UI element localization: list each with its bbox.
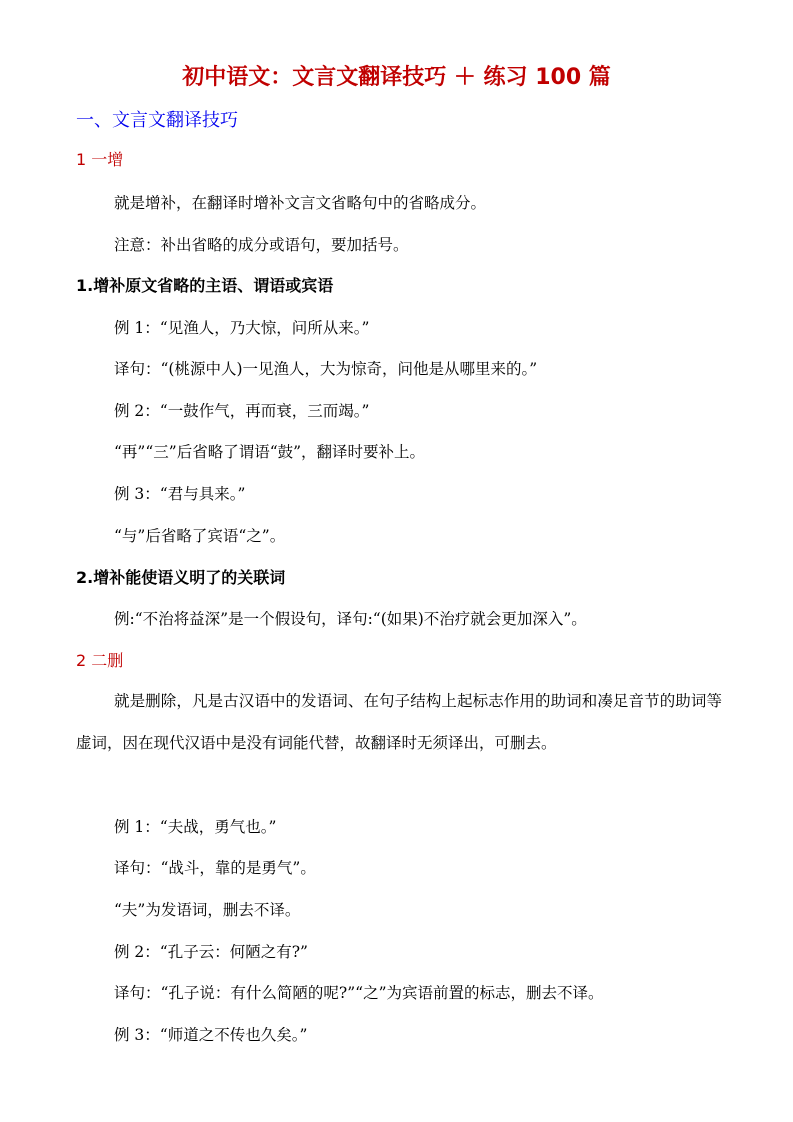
example-line: 例 3：“君与具来。” xyxy=(114,485,246,503)
document-title: 初中语文：文言文翻译技巧 ＋ 练习 100 篇 xyxy=(182,65,611,90)
part-heading-add: 1 一增 xyxy=(76,150,124,169)
example-line: 例:“不治将益深”是一个假设句，译句:“(如果)不治疗就会更加深入”。 xyxy=(114,610,587,628)
example-line: 译句：“孔子说：有什么简陋的呢?”“之”为宾语前置的标志，删去不译。 xyxy=(114,984,604,1002)
example-line: 例 1：“夫战，勇气也。” xyxy=(114,818,277,836)
example-line: “夫”为发语词，删去不译。 xyxy=(114,901,301,919)
example-line: 例 1：“见渔人，乃大惊，问所从来。” xyxy=(114,319,370,337)
part-note-add: 注意：补出省略的成分或语句，要加括号。 xyxy=(114,236,409,254)
example-line: 译句：“战斗，靠的是勇气”。 xyxy=(114,859,316,877)
example-line: 译句：“(桃源中人)一见渔人，大为惊奇，问他是从哪里来的。” xyxy=(114,360,538,378)
section-heading: 一、文言文翻译技巧 xyxy=(76,110,238,131)
part-paragraph-delete: 就是删除，凡是古汉语中的发语词、在句子结构上起标志作用的助词和凑足音节的助词等虚词，因在现代汉语中是没有词能代替，故翻译时无须译出，可删去。 xyxy=(76,692,722,752)
example-line: 例 3：“师道之不传也久矣。” xyxy=(114,1026,308,1044)
part-desc-add: 就是增补，在翻译时增补文言文省略句中的省略成分。 xyxy=(114,194,487,212)
subheading-supplement: 1.增补原文省略的主语、谓语或宾语 xyxy=(76,276,334,295)
subheading-conjunction: 2.增补能使语义明了的关联词 xyxy=(76,568,286,587)
example-line: 例 2：“一鼓作气，再而衰，三而竭。” xyxy=(114,402,370,420)
example-line: “与”后省略了宾语“之”。 xyxy=(114,527,286,545)
example-line: “再”“三”后省略了谓语“鼓”，翻译时要补上。 xyxy=(114,443,426,461)
part-heading-delete: 2 二删 xyxy=(76,651,124,670)
example-line: 例 2：“孔子云：何陋之有?” xyxy=(114,943,308,961)
